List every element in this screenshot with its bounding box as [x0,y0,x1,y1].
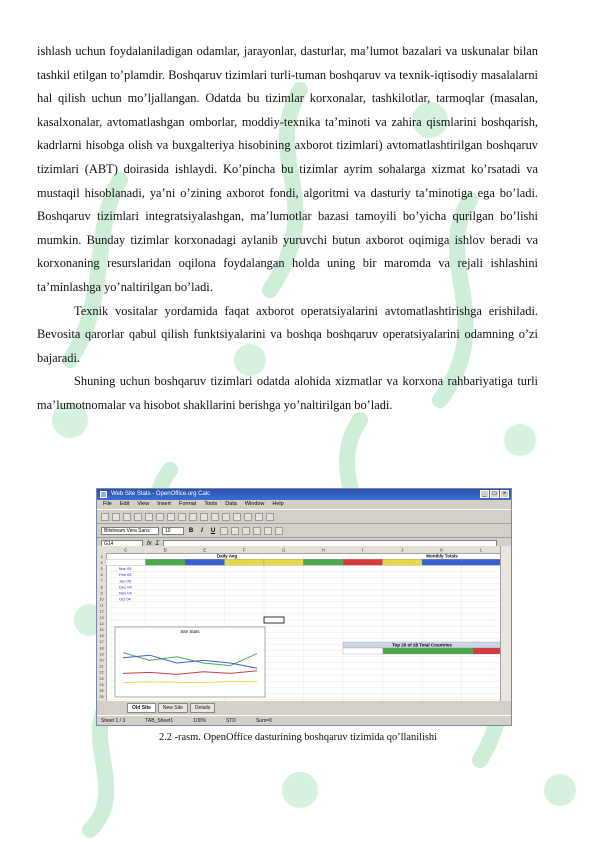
openoffice-calc-screenshot [96,488,512,726]
bold-icon[interactable]: B [188,527,194,534]
menubar [97,500,511,509]
status-mode: STD [225,718,236,724]
country-table-header-cell [383,648,428,654]
column-header-label: D [163,547,167,553]
row-number: 15 [99,628,104,632]
month-label: Mar 05 [119,566,132,572]
column-header-label: E [203,547,207,553]
maximize-icon[interactable]: □ [490,490,499,498]
table-header-cell [185,559,225,565]
country-table-header-cell [343,648,383,654]
tab-details[interactable]: Details [190,703,215,713]
row-number: 16 [99,634,104,639]
save-icon[interactable] [123,513,131,521]
row-number: 6 [100,573,103,578]
row-number: 3 [100,554,103,559]
redo-icon[interactable] [244,513,252,521]
sum-icon[interactable]: Σ [155,540,160,547]
row-number: 4 [100,560,103,565]
column-header-label: G [281,547,286,553]
sheet-canvas [97,546,501,701]
row-number: 10 [99,597,104,602]
row-number: 21 [99,664,104,669]
column-header-label: H [321,547,325,553]
right-table-title: Monthly Totals [426,553,458,559]
vertical-scrollbar[interactable] [500,546,511,701]
preview-icon[interactable] [178,513,186,521]
table-header-cell [383,559,423,565]
align-center-icon[interactable] [231,527,239,535]
open-icon[interactable] [112,513,120,521]
menu-help[interactable]: Help [272,501,284,507]
month-label: Jan 05 [119,578,132,584]
row-number: 5 [100,567,103,571]
font-name-select[interactable]: Bitstream Vera Sans [101,527,159,535]
menu-view[interactable]: View [137,501,150,507]
copy-icon[interactable] [211,513,219,521]
table-header-cell [146,559,186,565]
month-label: Nov 04 [119,590,132,596]
cut-icon[interactable] [200,513,208,521]
align-left-icon[interactable] [220,527,228,535]
paste-icon[interactable] [222,513,230,521]
row-number: 17 [99,640,104,645]
month-label: Dec 04 [119,584,132,590]
chart-icon[interactable] [266,513,274,521]
row-number: 12 [99,609,104,614]
country-table-header-cell [473,648,501,654]
spellcheck-icon[interactable] [189,513,197,521]
table-header-cell [106,559,146,565]
status-bar [97,715,511,725]
formatting-toolbar [97,524,511,538]
month-label: Feb 05 [119,572,132,578]
row-number: 26 [99,695,104,700]
column-header-label: L [479,547,483,553]
table-header-cell [462,559,502,565]
tab-old-site[interactable]: Old Site [127,703,156,713]
borders-icon[interactable] [275,527,283,535]
status-zoom: 100% [193,718,206,724]
table-header-cell [304,559,344,565]
menu-insert[interactable]: Insert [157,501,171,507]
country-table-title: Top 20 of 28 Total Countries [392,642,452,648]
close-icon[interactable]: × [500,490,509,498]
row-number: 13 [99,615,104,620]
figure-caption: 2.2 -rasm. OpenOffice dasturining boshqaruv tizimida qo’llanilishi [159,732,437,743]
menu-window[interactable]: Window [244,501,265,507]
sheet-tabs [97,701,511,715]
left-table-title: Daily Avg [216,553,238,559]
column-header-label: J [401,547,404,553]
table-header-cell [343,559,383,565]
align-right-icon[interactable] [242,527,250,535]
chart-title: Site Stats [180,629,200,634]
body-text [37,40,538,418]
minimize-icon[interactable]: _ [480,490,489,498]
table-header-cell [264,559,304,565]
menu-data[interactable]: Data [225,501,237,507]
name-box[interactable]: G14 [101,540,143,548]
undo-icon[interactable] [233,513,241,521]
status-sheet: Sheet 1 / 3 [101,718,126,724]
row-number: 22 [99,670,104,675]
email-icon[interactable] [134,513,142,521]
paragraph-3: Shuning uchun boshqaruv tizimlari odatda alohida xizmatlar va korxona rahbariyatiga turli ma’lumotnomalar va hisobot shakllarini berishga yo’naltirilgan bo’ladi. [37,374,538,412]
country-table-header-cell [428,648,473,654]
row-number: 18 [99,646,104,651]
status-sum: Sum=0 [255,718,272,724]
row-number: 20 [99,658,104,663]
menu-tools[interactable]: Tools [204,501,218,507]
tab-new-site[interactable]: New Site [158,703,188,713]
underline-icon[interactable]: U [210,527,216,534]
edit-icon[interactable] [145,513,153,521]
window-title: Web Site Stats - OpenOffice.org Calc [111,491,211,497]
column-header-label: K [440,547,444,553]
paragraph-1: ishlash uchun foydalaniladigan odamlar, jarayonlar, dasturlar, ma’lumot bazalari va uskunalar bilan tashkil etilgan to’plamdir. Boshqaruv tizimlari turli-tuman boshqaruv va texnik-iqtisodiy masalalarni hal qilish uchun mo’ljallangan. Odatda bu tizimlar korxonalar, tashkilotlar, tarmoqlar (masalan, kasalxonalar, avtomatlashgan omborlar, moddiy-texnika ta’minoti va zahira qismlarini boshqarish, kadrlarni hisobga olish va buxgalteriya hisobining axborot tizimlari) avtomatlashtirilgan boshqaruv tizimlari (ABT) doirasida ishlaydi. Ko’pincha bu tizimlar ayrim sohalarga xizmat ko’rsatadi va mustaqil hisoblanadi, ya’ni o’zining axborot fondi, algoritmi va dasturiy ta’minotiga ega bo’ladi. Boshqaruv tizimlari integratsiyalashgan, ma’lumotlar bazasi tamoyili bo’yicha qurilgan bo’lishi mumkin. Bunday tizimlar korxonadagi aylanib yuruvchi butun axborot oqimiga ishlov beradi va korxonaning resurslaridan oqilona foydalangan holda uning bir maromda va rejali ishlashini ta’minlashga yo’naltirilgan bo’ladi. [37,44,538,294]
row-number: 25 [99,689,104,693]
column-header-label: C [124,547,128,553]
row-number: 8 [100,585,103,590]
italic-icon[interactable]: I [201,527,203,534]
row-number: 19 [99,652,104,657]
column-header-label: F [242,547,246,553]
percent-icon[interactable] [264,527,272,535]
print-icon[interactable] [167,513,175,521]
pdf-icon[interactable] [156,513,164,521]
standard-toolbar [97,509,511,524]
currency-icon[interactable] [253,527,261,535]
menu-file[interactable]: File [103,501,112,507]
menu-format[interactable]: Format [178,501,197,507]
row-number: 7 [100,579,103,584]
calc-app-icon [100,491,107,498]
window-titlebar [97,489,511,500]
status-style: TAB_Sheet1 [145,718,174,724]
table-header-cell [422,559,462,565]
function-wizard-icon[interactable]: fx [147,540,152,547]
paragraph-2: Texnik vositalar yordamida faqat axborot operatsiyalarini avtomatlashtirishga erishiladi. Bevosita qarorlar qabul qilish funktsiyalarini va boshqa boshqaruv operatsiyalarini odamning o’zi bajaradi. [37,303,538,365]
table-header-cell [225,559,265,565]
sort-icon[interactable] [255,513,263,521]
row-number: 24 [99,682,104,687]
month-label: Oct 04 [119,596,131,602]
column-header-label: I [362,547,364,553]
spreadsheet-grid[interactable] [97,546,511,701]
row-number: 9 [100,591,103,596]
font-size-select[interactable]: 10 [162,527,184,535]
row-number: 14 [99,621,104,626]
row-number: 11 [99,603,104,608]
row-number: 23 [99,676,104,681]
menu-edit[interactable]: Edit [119,501,130,507]
new-doc-icon[interactable] [101,513,109,521]
